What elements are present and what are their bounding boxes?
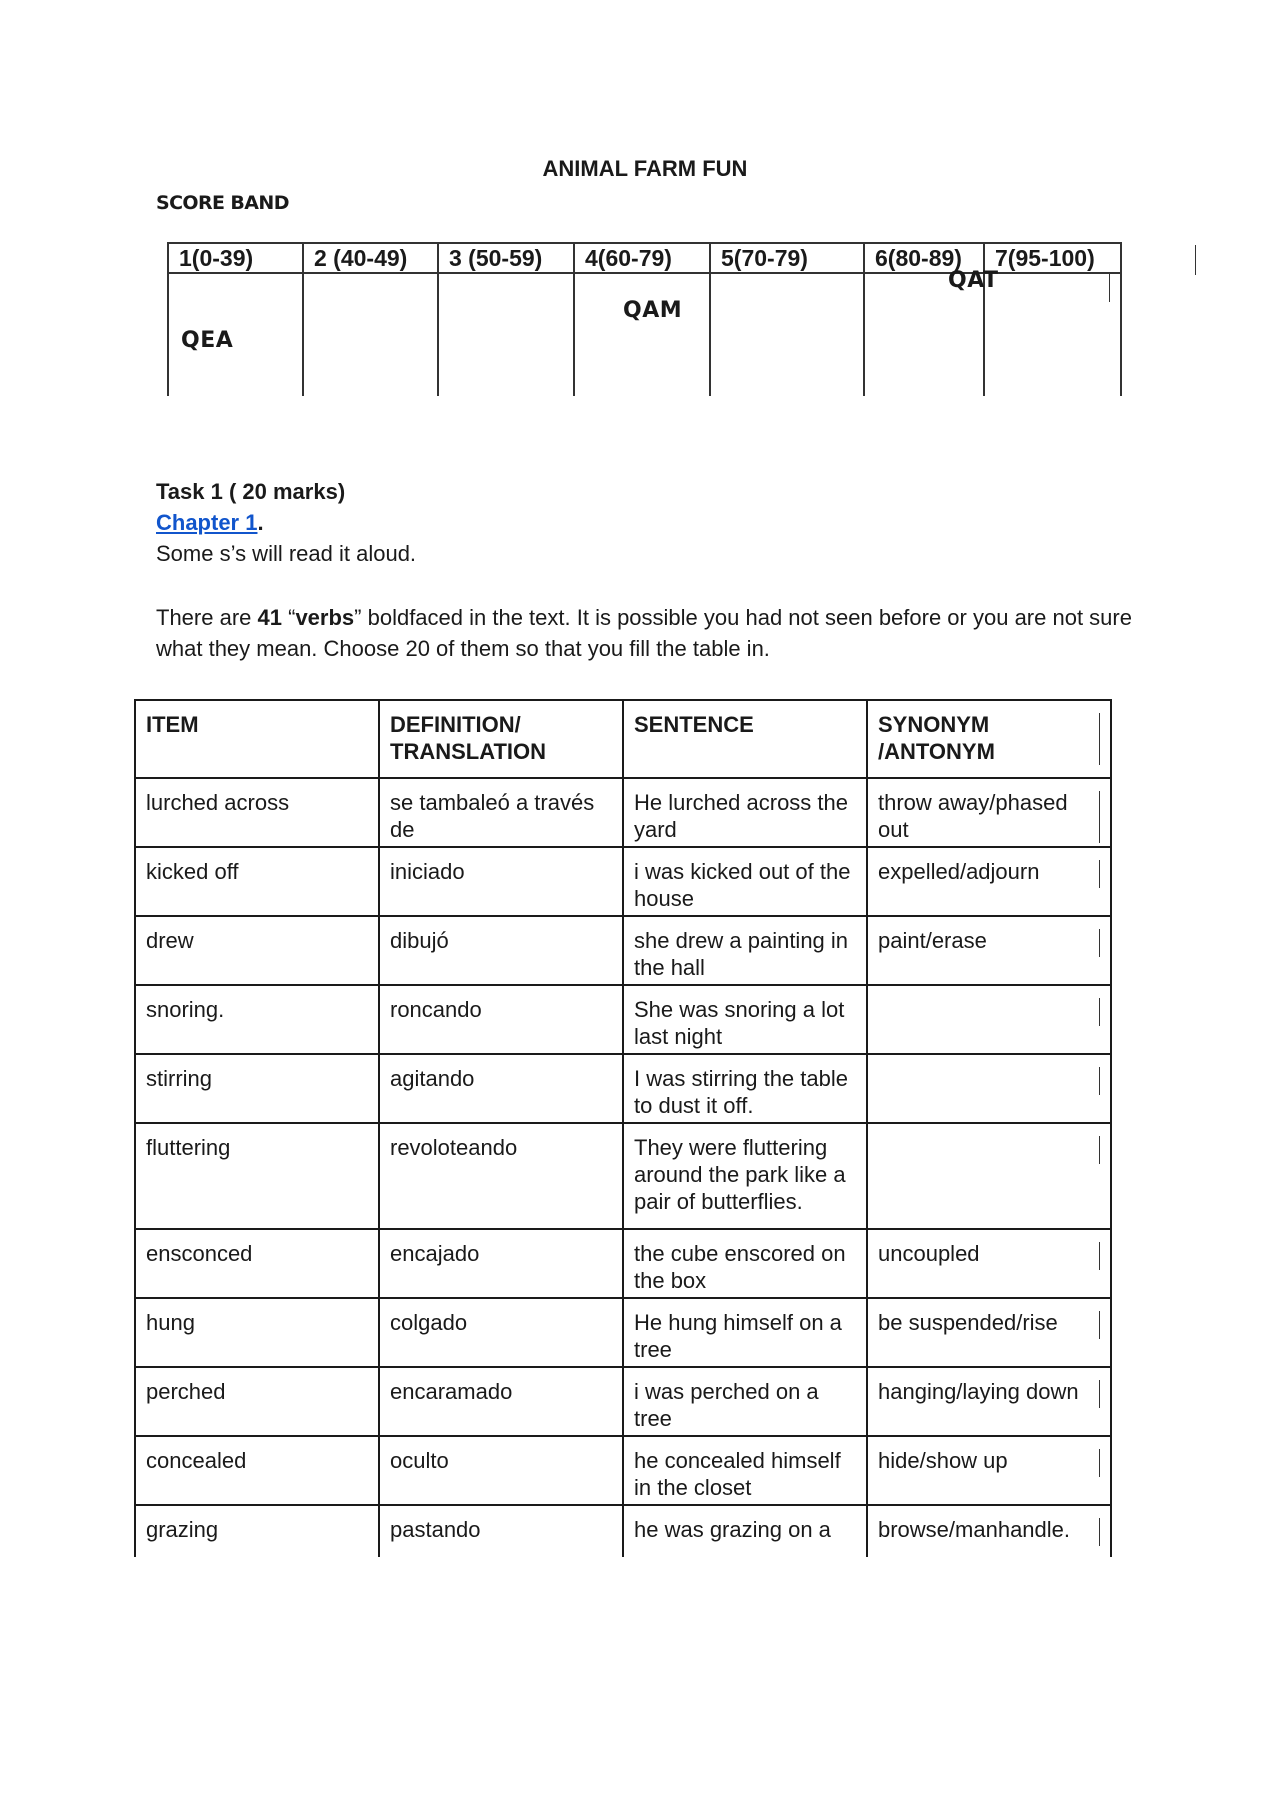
text-cursor-mark (1099, 713, 1100, 765)
text-cursor-mark (1099, 1518, 1100, 1546)
qat-mark: QAT (948, 268, 999, 293)
text-cursor-mark (1099, 1449, 1100, 1477)
sentence-cell: He hung himself on a tree (623, 1298, 867, 1367)
page-title: ANIMAL FARM FUN (542, 156, 748, 181)
table-row (135, 1298, 1111, 1367)
text-cursor-mark (1099, 1380, 1100, 1408)
item-cell: stirring (135, 1054, 379, 1123)
task-section (156, 476, 416, 569)
text-cursor-mark (1099, 998, 1100, 1026)
chapter-link[interactable]: Chapter 1 (156, 510, 258, 535)
definition-cell: iniciado (379, 847, 623, 916)
text-cursor-mark (1195, 245, 1196, 275)
band-header: 7(95-100) (984, 243, 1121, 273)
definition-cell: encaramado (379, 1367, 623, 1436)
verb-count: 41 (257, 605, 282, 630)
item-cell: hung (135, 1298, 379, 1367)
sentence-cell: I was stirring the table to dust it off. (623, 1054, 867, 1123)
item-cell: snoring. (135, 985, 379, 1054)
band-header: 4(60-79) (574, 243, 710, 273)
sentence-cell: They were fluttering around the park like a pair of butterflies. (623, 1123, 867, 1229)
text-cursor-mark (1109, 274, 1110, 302)
item-cell: fluttering (135, 1123, 379, 1229)
sentence-cell: i was perched on a tree (623, 1367, 867, 1436)
item-cell: concealed (135, 1436, 379, 1505)
synonym-text: expelled/adjourn (878, 859, 1040, 884)
synonym-text: be suspended/rise (878, 1310, 1058, 1335)
definition-cell: encajado (379, 1229, 623, 1298)
synonym-cell (867, 1054, 1111, 1123)
sentence-cell: i was kicked out of the house (623, 847, 867, 916)
definition-cell: roncando (379, 985, 623, 1054)
synonym-cell (867, 1367, 1111, 1436)
table-row (135, 1123, 1111, 1229)
text-cursor-mark (1099, 1136, 1100, 1164)
table-row (135, 916, 1111, 985)
intro-text: ” boldfaced in the text. It is possible you had not seen before or you are not sure what they mean. Choose 20 of them so that you fill the table in. (156, 605, 1132, 661)
text-cursor-mark (1099, 860, 1100, 888)
table-row (135, 1505, 1111, 1557)
table-row (135, 847, 1111, 916)
synonym-cell (867, 1298, 1111, 1367)
synonym-text: hide/show up (878, 1448, 1008, 1473)
column-header: DEFINITION/ TRANSLATION (379, 700, 623, 778)
band-cell (303, 273, 438, 396)
definition-cell: pastando (379, 1505, 623, 1557)
table-row (135, 1054, 1111, 1123)
text-cursor-mark (1099, 929, 1100, 957)
synonym-cell (867, 778, 1111, 847)
band-cell (710, 273, 864, 396)
text-cursor-mark (1099, 1067, 1100, 1095)
synonym-cell (867, 1229, 1111, 1298)
table-row (135, 778, 1111, 847)
item-cell: kicked off (135, 847, 379, 916)
sentence-cell: the cube enscored on the box (623, 1229, 867, 1298)
synonym-text: hanging/laying down (878, 1379, 1079, 1404)
synonym-cell (867, 1123, 1111, 1229)
verbs-word: verbs (295, 605, 355, 630)
score-band-label: SCORE BAND (156, 192, 289, 214)
definition-cell: agitando (379, 1054, 623, 1123)
band-header: 2 (40-49) (303, 243, 438, 273)
item-cell: lurched across (135, 778, 379, 847)
score-band-table (167, 242, 1122, 396)
synonym-cell (867, 847, 1111, 916)
synonym-cell (867, 985, 1111, 1054)
definition-cell: revoloteando (379, 1123, 623, 1229)
item-cell: ensconced (135, 1229, 379, 1298)
qam-mark: QAM (623, 298, 683, 323)
column-header (867, 700, 1111, 778)
table-row (135, 1436, 1111, 1505)
item-cell: grazing (135, 1505, 379, 1557)
chapter-line (156, 507, 416, 538)
text-cursor-mark (1099, 1311, 1100, 1339)
synonym-text: uncoupled (878, 1241, 980, 1266)
definition-cell: dibujó (379, 916, 623, 985)
read-aloud-note: Some s’s will read it aloud. (156, 541, 417, 566)
qea-mark: QEA (181, 328, 234, 353)
synonym-cell (867, 1505, 1111, 1557)
column-header: SENTENCE (623, 700, 867, 778)
vocab-table (134, 699, 1112, 1557)
sentence-cell: he concealed himself in the closet (623, 1436, 867, 1505)
band-header: 1(0-39) (168, 243, 303, 273)
open-quote: “ (281, 605, 296, 630)
column-header-text: SYNONYM /ANTONYM (878, 712, 995, 764)
synonym-text: throw away/phased out (878, 790, 1068, 842)
band-header: 6(80-89) (864, 243, 984, 273)
sentence-cell: He lurched across the yard (623, 778, 867, 847)
chapter-period: . (257, 510, 264, 535)
band-cell (864, 268, 999, 396)
column-header: ITEM (135, 700, 379, 778)
task-heading: Task 1 ( 20 marks) (156, 479, 346, 504)
item-cell: drew (135, 916, 379, 985)
synonym-text: browse/manhandle. (878, 1517, 1071, 1542)
table-row (135, 985, 1111, 1054)
table-row (135, 1367, 1111, 1436)
definition-cell: colgado (379, 1298, 623, 1367)
text-cursor-mark (1099, 791, 1100, 843)
item-cell: perched (135, 1367, 379, 1436)
intro-text: There are (156, 605, 258, 630)
text-cursor-mark (1099, 1242, 1100, 1270)
sentence-cell: he was grazing on a (623, 1505, 867, 1557)
sentence-cell: She was snoring a lot last night (623, 985, 867, 1054)
synonym-cell (867, 1436, 1111, 1505)
task-instructions (156, 602, 1146, 664)
band-header: 3 (50-59) (438, 243, 574, 273)
band-cell (984, 273, 1121, 396)
band-cell (438, 273, 574, 396)
definition-cell: oculto (379, 1436, 623, 1505)
band-cell (574, 273, 710, 396)
table-row (135, 1229, 1111, 1298)
synonym-text: paint/erase (878, 928, 987, 953)
definition-cell: se tambaleó a través de (379, 778, 623, 847)
sentence-cell: she drew a painting in the hall (623, 916, 867, 985)
table-header-row (135, 700, 1111, 778)
synonym-cell (867, 916, 1111, 985)
band-header: 5(70-79) (710, 243, 864, 273)
band-cell (168, 273, 303, 396)
